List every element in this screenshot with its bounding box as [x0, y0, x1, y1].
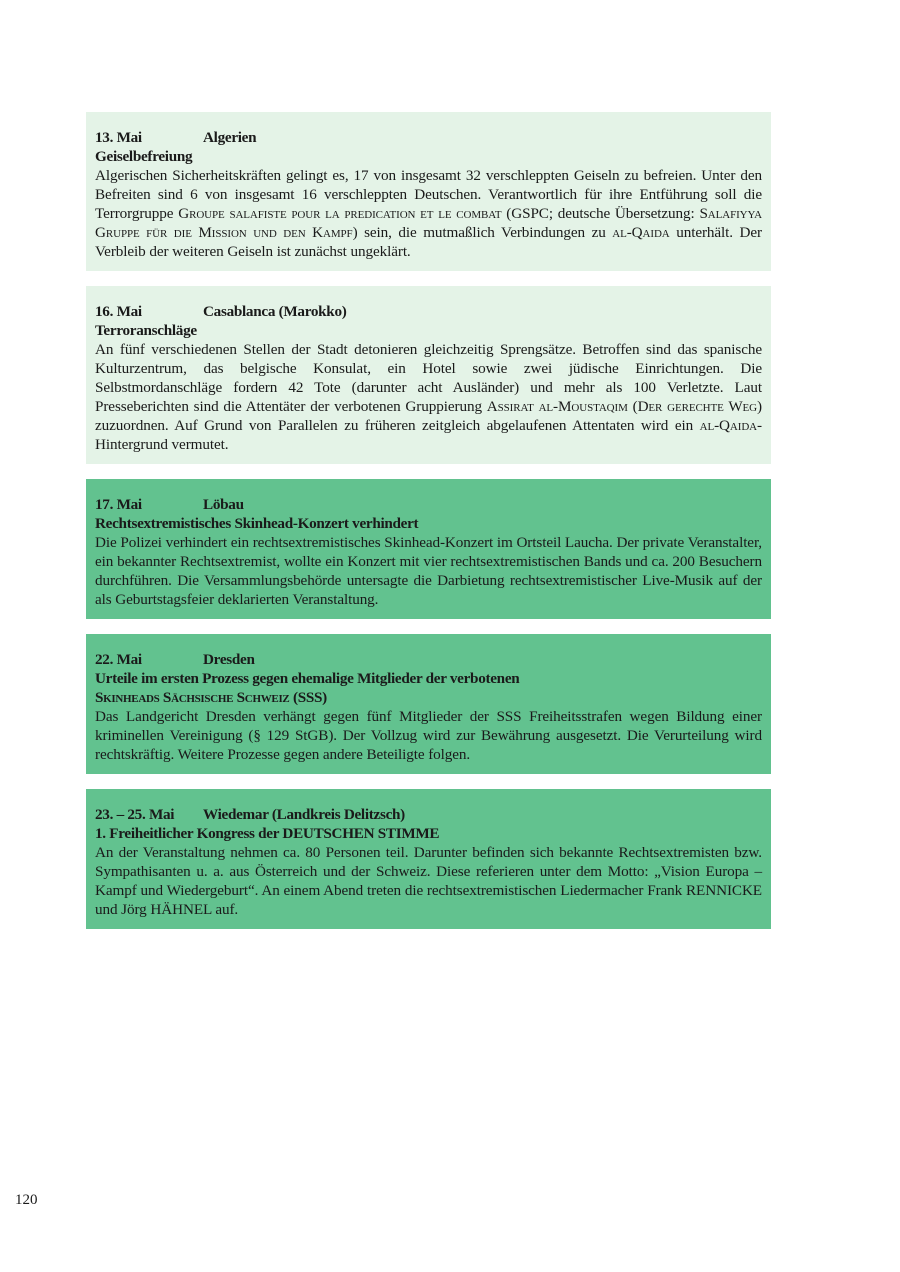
- entry-text: [95, 166, 762, 261]
- entry-header: [95, 128, 762, 147]
- chronology-entries: [86, 112, 771, 944]
- organisation-name: Assirat al-Moustaqim: [486, 398, 628, 415]
- entry-date: 23. – 25. Mai: [95, 806, 175, 823]
- entry-title: Urteile im ersten Prozess gegen ehemalige Mitglieder der verbotenen: [95, 670, 520, 687]
- entry-place: Algerien: [203, 129, 257, 146]
- entry-date: 17. Mai: [95, 496, 142, 513]
- entry-subtitle: Skinheads Sächsische Schweiz (SSS): [95, 689, 327, 706]
- entry-algerien: [86, 112, 771, 271]
- text-segment: (: [627, 398, 638, 415]
- entry-header: [95, 495, 762, 514]
- text-segment: ) zuzuordnen. Auf Grund von Parallelen zu früheren zeitgleich abgelaufenen Attentaten wird ein: [95, 398, 762, 434]
- text-segment: -Hintergrund vermutet.: [95, 417, 762, 453]
- entry-header: [95, 650, 762, 669]
- entry-place: Wiedemar (Landkreis Delitzsch): [203, 806, 405, 823]
- entry-date: 22. Mai: [95, 651, 142, 668]
- entry-loebau: [86, 479, 771, 619]
- text-segment: An fünf verschiedenen Stellen der Stadt detonieren gleichzeitig Sprengsätze. Betroffen sind das spanische Kulturzentrum, das belgische Konsulat, ein Hotel sowie zwei jüdische Einrichtungen. Die Selbstmordanschläge fordern 42 Tote (darunter acht Ausländer) und mehr als 100 Verletzte. Laut Presseberichten sind die Attentäter der verbotenen Gruppierung: [95, 341, 762, 415]
- organisation-name: al-Qaida: [699, 417, 758, 434]
- entry-date: 13. Mai: [95, 129, 142, 146]
- entry-title: 1. Freiheitlicher Kongress der DEUTSCHEN STIMME: [95, 825, 440, 842]
- entry-text: An der Veranstaltung nehmen ca. 80 Personen teil. Darunter befinden sich bekannte Rechtsextremisten bzw. Sympathisanten u. a. aus Österreich und der Schweiz. Diese referieren unter dem Motto: „Vision Europa – Kampf und Wiedergeburt“. An einem Abend treten die rechtsextremistischen Liedermacher Frank RENNICKE und Jörg HÄHNEL auf.: [95, 844, 762, 918]
- entry-text: [95, 340, 762, 454]
- page-number: 120: [15, 1192, 38, 1208]
- text-segment: unterhält. Der Verbleib der weiteren Geiseln ist zunächst ungeklärt.: [95, 224, 763, 260]
- text-segment: Algerischen Sicherheitskräften gelingt es, 17 von insgesamt 32 verschleppten Geiseln zu befreien. Unter den Befreiten sind 6 von insgesamt 16 verschleppten Deutschen. Verantwortlich für ihre Entführung soll die Terrorgruppe: [95, 167, 762, 222]
- entry-dresden: [86, 634, 771, 774]
- organisation-name: al-Qaida: [612, 224, 670, 241]
- entry-text: Das Landgericht Dresden verhängt gegen fünf Mitglieder der SSS Freiheitsstrafen wegen Bildung einer kriminellen Vereinigung (§ 129 StGB). Der Vollzug wird zur Bewährung ausgesetzt. Die Verurteilung wird rechtskräftig. Weitere Prozesse gegen andere Beteiligte folgen.: [95, 708, 762, 763]
- organisation-name: Groupe salafiste pour la predication et le combat: [178, 205, 502, 222]
- text-segment: (GSPC; deutsche Übersetzung:: [501, 205, 700, 222]
- entry-title: Terroranschläge: [95, 322, 197, 339]
- text-segment: ) sein, die mutmaßlich Verbindungen zu: [352, 224, 613, 241]
- entry-title: Rechtsextremistisches Skinhead-Konzert verhindert: [95, 515, 419, 532]
- entry-header: [95, 805, 762, 824]
- entry-place: Dresden: [203, 651, 255, 668]
- organisation-name: Salafiyya Gruppe für die Mission und den Kampf: [95, 205, 762, 241]
- entry-place: Casablanca (Marokko): [203, 303, 347, 320]
- entry-text: Die Polizei verhindert ein rechtsextremistisches Skinhead-Konzert im Ortsteil Laucha. Der private Veranstalter, ein bekannter Rechtsextremist, wollte ein Konzert mit vier rechtsextremistischen Bands und ca. 200 Besuchern durchführen. Die Versammlungsbehörde untersagte die Darbietung rechtsextremistischer Live-Musik auf der als Geburtstagsfeier deklarierten Veranstaltung.: [95, 534, 762, 608]
- organisation-name: Der gerechte Weg: [637, 398, 758, 415]
- entry-title: Geiselbefreiung: [95, 148, 193, 165]
- entry-date: 16. Mai: [95, 303, 142, 320]
- entry-place: Löbau: [203, 496, 244, 513]
- entry-header: [95, 302, 762, 321]
- entry-wiedemar: [86, 789, 771, 929]
- entry-casablanca: [86, 286, 771, 464]
